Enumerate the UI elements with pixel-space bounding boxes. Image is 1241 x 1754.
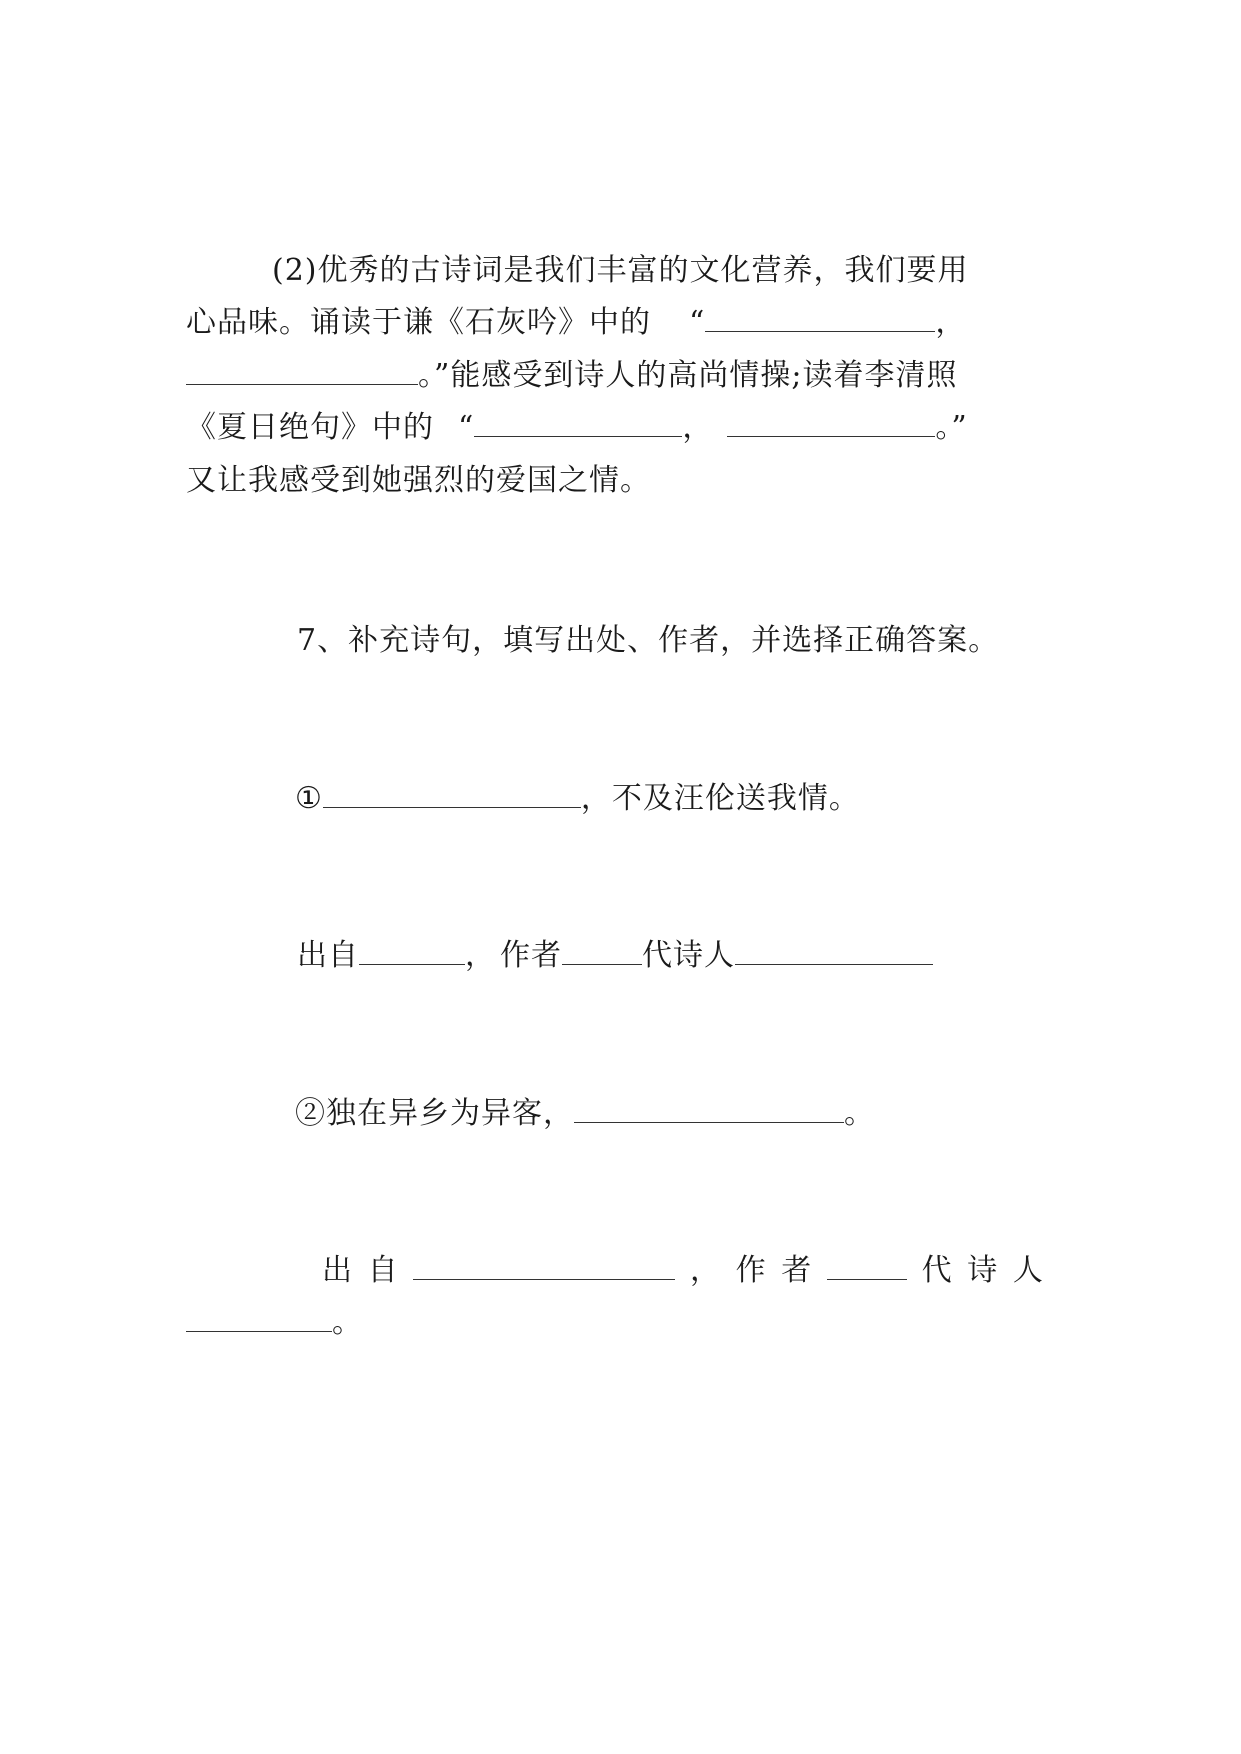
dynasty-label: 代诗人	[642, 938, 735, 973]
q6-2-line-4	[186, 408, 1046, 448]
answer-blank-source-1[interactable]	[359, 938, 465, 965]
answer-blank-dynasty-2[interactable]	[827, 1253, 907, 1280]
q7-item1-info	[297, 936, 1157, 976]
q6-2-line-5	[186, 461, 1046, 501]
q7-item1-verse	[295, 779, 1155, 819]
answer-blank-5[interactable]	[323, 781, 581, 808]
dynasty-char-2: 诗	[967, 1253, 999, 1288]
source-char-1: 出	[322, 1253, 353, 1288]
author-char-1: 作	[735, 1253, 767, 1288]
answer-blank-source-2[interactable]	[413, 1253, 675, 1280]
q7-item2-info	[322, 1251, 1044, 1291]
q7-title	[297, 621, 1157, 661]
q6-2-text-shihuiyin: 心品味。诵读于谦《石灰吟》中的	[186, 305, 651, 340]
q6-2-text-aiguo: 又让我感受到她强烈的爱国之情。	[186, 463, 651, 498]
circled-two-marker: ②	[295, 1096, 326, 1131]
comma: ，	[682, 410, 714, 445]
dynasty-char-1: 代	[921, 1253, 953, 1288]
q6-2-line-1	[272, 251, 1044, 291]
q7-item2-verse-head: 独在异乡为异客，	[326, 1096, 574, 1131]
q7-item1-verse-tail: ，不及汪伦送我情。	[580, 781, 860, 816]
comma: ，	[465, 938, 496, 973]
answer-blank-poet-1[interactable]	[735, 938, 933, 965]
q7-item2-verse	[295, 1094, 1155, 1134]
q6-2-text-liqingzhao: 。”能感受到诗人的高尚情操;读着李清照	[418, 358, 958, 393]
answer-blank-6[interactable]	[574, 1096, 844, 1123]
answer-blank-1[interactable]	[705, 305, 935, 332]
answer-blank-poet-2[interactable]	[186, 1305, 332, 1332]
author-label: 作者	[500, 938, 562, 973]
q7-title-text: 7、补充诗句，填写出处、作者，并选择正确答案。	[297, 623, 1000, 658]
period: 。	[844, 1096, 875, 1131]
q7-item2-info-cont	[186, 1303, 1046, 1343]
open-quote: “	[458, 410, 475, 445]
comma: ，	[689, 1253, 721, 1288]
answer-blank-3[interactable]	[474, 410, 682, 437]
q6-2-text-xiarijueju: 《夏日绝句》中的	[186, 410, 434, 445]
comma: ，	[935, 305, 967, 340]
answer-blank-dynasty-1[interactable]	[562, 938, 642, 965]
answer-blank-2[interactable]	[186, 358, 418, 385]
open-quote: “	[689, 305, 706, 340]
source-char-2: 自	[367, 1253, 399, 1288]
q6-2-intro-text: (2)优秀的古诗词是我们丰富的文化营养，我们要用	[272, 253, 969, 288]
q6-2-line-2	[186, 303, 1046, 343]
q6-2-line-3	[186, 356, 1046, 396]
dynasty-char-3: 人	[1012, 1253, 1044, 1288]
period: 。	[332, 1305, 363, 1340]
close-quote: 。”	[935, 410, 968, 445]
author-char-2: 者	[781, 1253, 813, 1288]
circled-one-marker: ①	[295, 781, 323, 816]
source-label: 出自	[297, 938, 359, 973]
answer-blank-4[interactable]	[727, 410, 935, 437]
